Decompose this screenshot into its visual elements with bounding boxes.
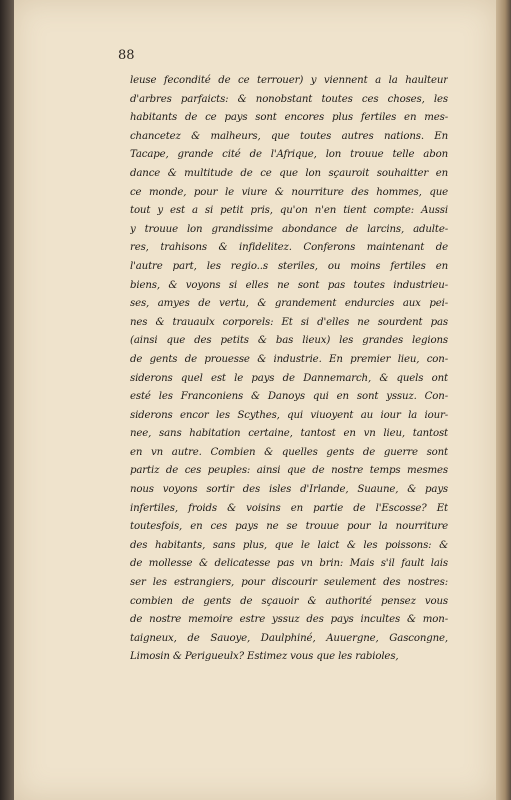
text-line: partiz de ces peuples: ainsi que de nostre temps mesmes xyxy=(130,465,448,477)
text-line: de gents de prouesse & industrie. En premier lieu, con- xyxy=(130,353,448,365)
text-line: esté les Franconiens & Danoys qui en sont yssuz. Con- xyxy=(130,391,448,403)
text-line: ses, amyes de vertu, & grandement endurcies aux pei- xyxy=(130,298,448,310)
text-line: de nostre memoire estre yssuz des pays incultes & mon- xyxy=(130,614,448,626)
text-line: (ainsi que des petits & bas lieux) les grandes legions xyxy=(130,335,448,347)
text-line: Tacape, grande cité de l'Afrique, lon trouue telle abon xyxy=(130,149,448,161)
text-line: en vn autre. Combien & quelles gents de guerre sont xyxy=(130,446,448,458)
text-line: des habitants, sans plus, que le laict & les poissons: & xyxy=(130,539,448,551)
text-line: res, trahisons & infidelitez. Conferons maintenant de xyxy=(130,242,448,254)
text-line: leuse fecondité de ce terrouer) y viennent a la haulteur xyxy=(130,75,448,86)
text-line: de mollesse & delicatesse pas vn brin: Mais s'il fault lais xyxy=(130,558,448,570)
text-line: chancetez & malheurs, que toutes autres nations. En xyxy=(130,130,448,142)
text-line: Limosin & Perigueulx? Estimez vous que les rabioles, xyxy=(130,651,399,663)
text-line: siderons encor les Scythes, qui viuoyent au iour la iour- xyxy=(130,409,448,421)
page-number: 88 xyxy=(118,48,135,63)
text-line: tout y est a si petit pris, qu'on n'en tient compte: Aussi xyxy=(130,205,448,217)
text-line: infertiles, froids & voisins en partie de l'Escosse? Et xyxy=(130,502,448,514)
text-line: toutesfois, en ces pays ne se trouue pour la nourriture xyxy=(130,521,448,533)
text-line: biens, & voyons si elles ne sont pas toutes industrieu- xyxy=(130,279,448,291)
text-line: nes & trauaulx corporels: Et si d'elles ne sourdent pas xyxy=(130,316,448,328)
text-line: taigneux, de Sauoye, Daulphiné, Auuergne, Gascongne, xyxy=(130,632,448,644)
text-line: siderons quel est le pays de Dannemarch, & quels ont xyxy=(130,372,448,384)
text-line: nous voyons sortir des isles d'Irlande, Suaune, & pays xyxy=(130,484,448,496)
text-line: y trouue lon grandissime abondance de larcins, adulte- xyxy=(130,223,448,235)
body-text xyxy=(130,72,448,667)
text-line: habitants de ce pays sont encores plus fertiles en mes- xyxy=(130,112,448,124)
text-line: nee, sans habitation certaine, tantost en vn lieu, tantost xyxy=(130,428,448,440)
text-line: ce monde, pour le viure & nourriture des hommes, que xyxy=(130,186,448,198)
text-line: dance & multitude de ce que lon sçauroit souhaitter en xyxy=(130,167,448,179)
text-line: combien de gents de sçauoir & authorité pensez vous xyxy=(130,595,448,607)
text-line: l'autre part, les regio..s steriles, ou moins fertiles en xyxy=(130,260,448,272)
book-gutter xyxy=(0,0,14,800)
text-line: d'arbres parfaicts: & nonobstant toutes ces choses, les xyxy=(130,93,448,105)
page-edge xyxy=(496,0,511,800)
text-line: ser les estrangiers, pour discourir seulement des nostres: xyxy=(130,577,448,589)
